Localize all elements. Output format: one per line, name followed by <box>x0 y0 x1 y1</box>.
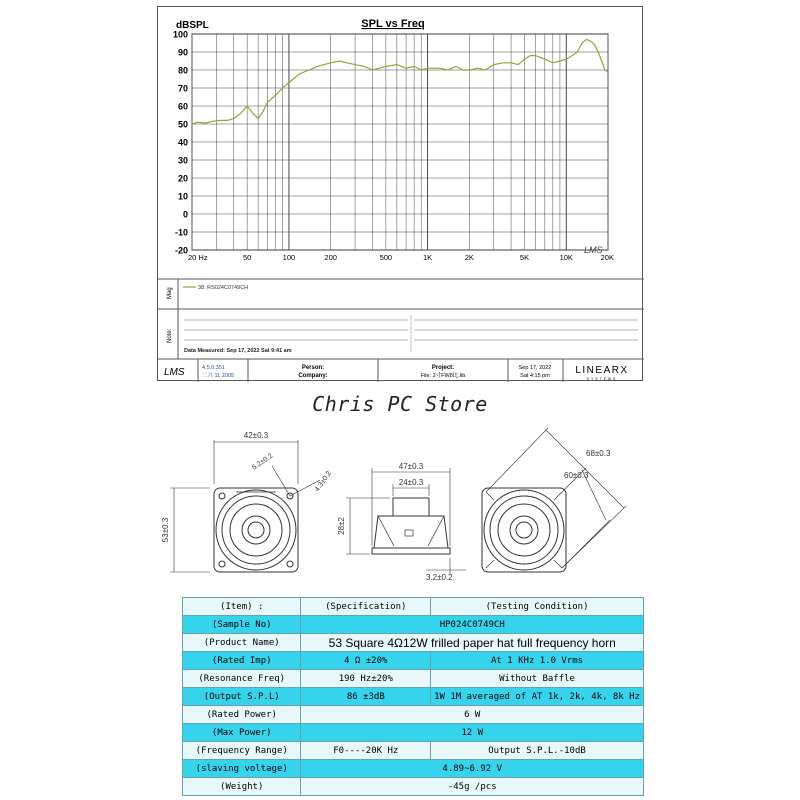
date-measured: Data Measured: Sep 17, 2022 Sat 9:41 am <box>184 348 292 354</box>
footer-date: Sep 17, 2022 <box>518 365 552 371</box>
y-tick-label: 50 <box>177 119 188 130</box>
footer-lms-logo: LMS <box>164 367 185 378</box>
spec-value: HP024C0749CH <box>301 616 644 634</box>
y-tick-label: -10 <box>174 227 188 238</box>
spec-label: (slaving voltage) <box>183 760 301 778</box>
y-tick-label: 0 <box>182 209 188 220</box>
lms-watermark: LMS <box>584 245 603 255</box>
spec-label: (Frequency Range) <box>183 742 301 760</box>
spec-value: -45g /pcs <box>301 778 644 796</box>
x-tick-label: 20 Hz <box>188 253 208 262</box>
speaker-dimension-drawings <box>150 418 670 588</box>
spec-specification: F0----20K Hz <box>301 742 431 760</box>
x-tick-label: 500 <box>379 253 393 262</box>
x-tick-label: 10K <box>559 253 573 262</box>
linearx-logo-sub: SYSTEMS <box>586 377 618 381</box>
spec-row <box>183 778 644 796</box>
linearx-logo: LINEARX <box>575 365 629 376</box>
dim-magnet: 24±0.3 <box>398 478 424 487</box>
x-tick-label: 2K <box>464 253 474 262</box>
dim-diag-inner: 60±0.3 <box>564 471 589 480</box>
chart-title: SPL vs Freq <box>361 18 425 30</box>
footer-project: Project: <box>431 365 455 371</box>
dim-depth: 28±2 <box>337 517 346 535</box>
spec-value: 12 W <box>301 724 644 742</box>
store-title: Chris PC Store <box>312 392 488 416</box>
y-tick-label: 70 <box>177 83 188 94</box>
footer-version: 4.5.0.351 <box>202 365 225 371</box>
spec-specification: 190 Hz±20% <box>301 670 431 688</box>
spl-vs-freq-chart <box>158 7 644 382</box>
y-tick-label: -20 <box>174 245 188 256</box>
spec-specification: 4 Ω ±20% <box>301 652 431 670</box>
spec-label: (Rated Imp) <box>183 652 301 670</box>
spec-row <box>183 688 644 706</box>
spec-label: (Rated Power) <box>183 706 301 724</box>
spec-row <box>183 706 644 724</box>
y-tick-label: 80 <box>177 65 188 76</box>
dim-width-top: 42±0.3 <box>243 431 269 440</box>
x-tick-label: 50 <box>243 253 252 262</box>
spec-label: (Weight) <box>183 778 301 796</box>
spec-value: 6 W <box>301 706 644 724</box>
footer-time: Sat 4:15 pm <box>520 373 550 379</box>
spec-testing-condition: Output S.P.L.-10dB <box>431 742 644 760</box>
spec-testing-condition: At 1 KHz 1.0 Vrms <box>431 652 644 670</box>
spec-row <box>183 760 644 778</box>
spec-specification: (Specification) <box>301 598 431 616</box>
x-tick-label: 100 <box>282 253 296 262</box>
front-view-drawing <box>170 440 320 572</box>
spec-row <box>183 724 644 742</box>
dim-hole-b: 4.3±0.2 <box>313 470 334 494</box>
y-tick-label: 100 <box>172 29 188 40</box>
spec-row <box>183 742 644 760</box>
y-tick-label: 40 <box>177 137 188 148</box>
x-tick-label: 1K <box>422 253 433 262</box>
spec-testing-condition: (Testing Condition) <box>431 598 644 616</box>
spec-row <box>183 652 644 670</box>
spec-testing-condition: Without Baffle <box>431 670 644 688</box>
x-tick-label: 5K <box>519 253 530 262</box>
spec-label: (Max Power) <box>183 724 301 742</box>
note-label: Note: <box>167 328 173 343</box>
spec-row <box>183 634 644 652</box>
x-tick-label: 200 <box>324 253 337 262</box>
legend-entry: 38: RS024C0749CH <box>198 285 249 291</box>
specification-table <box>182 597 644 796</box>
y-tick-label: 10 <box>177 191 188 202</box>
footer-file: File: 2寸FW8比.lib <box>420 373 466 379</box>
frequency-response-panel <box>157 6 643 381</box>
dim-hole-a: 5.2±0.2 <box>251 452 275 472</box>
spec-row <box>183 670 644 688</box>
y-axis-unit: dBSPL <box>176 20 209 31</box>
footer-company: Company: <box>298 373 328 379</box>
dim-side-width: 47±0.3 <box>398 462 424 471</box>
mag-label: Mag <box>167 287 173 299</box>
footer-person: Person: <box>301 365 325 371</box>
y-tick-label: 90 <box>177 47 188 58</box>
dim-height-left: 53±0.3 <box>161 517 170 543</box>
dim-flange: 3.2±0.2 <box>426 573 453 582</box>
y-tick-label: 60 <box>177 101 188 112</box>
spec-label: (Item) : <box>183 598 301 616</box>
spec-label: (Product Name) <box>183 634 301 652</box>
spec-value: 53 Square 4Ω12W frilled paper hat full frequency horn <box>301 634 644 652</box>
y-tick-label: 30 <box>177 155 188 166</box>
dim-diag-outer: 68±0.3 <box>586 449 611 458</box>
spec-label: (Output S.P.L) <box>183 688 301 706</box>
y-tick-label: 20 <box>177 173 188 184</box>
spec-row <box>183 616 644 634</box>
spec-label: (Sample No) <box>183 616 301 634</box>
x-tick-label: 20K <box>600 253 614 262</box>
footer-version-date: 二月 11 2005 <box>202 373 235 379</box>
spec-row <box>183 598 644 616</box>
spec-label: (Resonance Freq) <box>183 670 301 688</box>
spec-testing-condition: 1W 1M averaged of AT 1k, 2k, 4k, 8k Hz <box>431 688 644 706</box>
spec-value: 4.89~6.92 V <box>301 760 644 778</box>
spec-specification: 86 ±3dB <box>301 688 431 706</box>
